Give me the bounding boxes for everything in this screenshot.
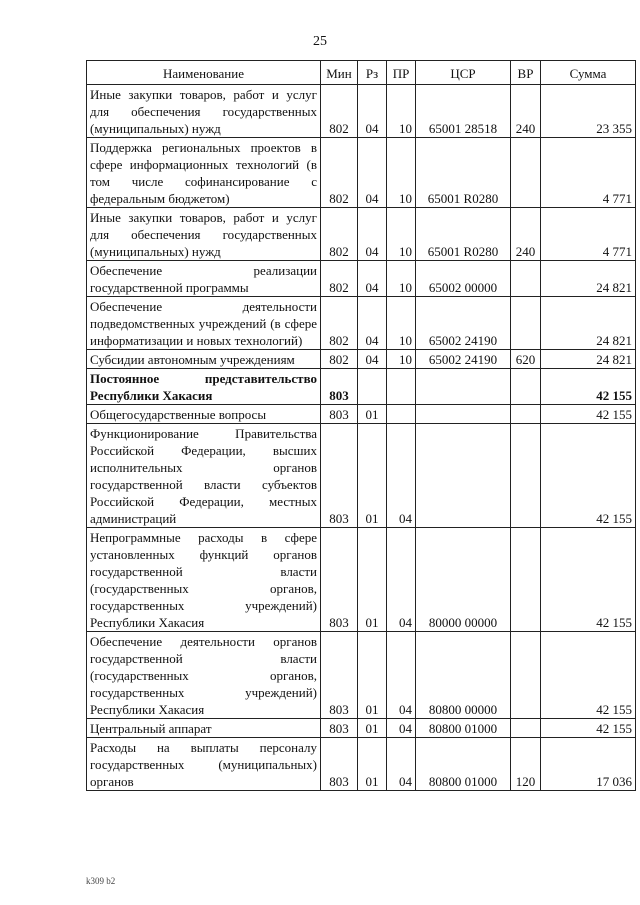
cell-sum: 24 821 (541, 261, 636, 297)
cell-name: Непрограммные расходы в сфере установленных функций органов государственной власти (государственных органов, государственных учреждений) Республики Хакасия (87, 528, 321, 632)
cell-csr: 65001 R0280 (416, 208, 511, 261)
cell-sum: 42 155 (541, 369, 636, 405)
cell-sum: 4 771 (541, 208, 636, 261)
cell-csr: 65001 R0280 (416, 138, 511, 208)
cell-pr: 10 (387, 350, 416, 369)
cell-name: Функционирование Правительства Российской Федерации, высших исполнительных органов государственной власти субъектов Российской Федерации, местных администраций (87, 424, 321, 528)
cell-csr (416, 369, 511, 405)
cell-rz: 01 (358, 405, 387, 424)
cell-vr (511, 405, 541, 424)
cell-name: Субсидии автономным учреждениям (87, 350, 321, 369)
cell-csr (416, 424, 511, 528)
cell-rz: 04 (358, 138, 387, 208)
table-row (87, 297, 636, 350)
cell-csr: 65001 28518 (416, 85, 511, 138)
budget-table (86, 60, 636, 791)
cell-name: Центральный аппарат (87, 719, 321, 738)
cell-min: 802 (321, 208, 358, 261)
cell-sum: 4 771 (541, 138, 636, 208)
table-row (87, 632, 636, 719)
cell-vr (511, 528, 541, 632)
header-pr: ПР (387, 61, 416, 85)
cell-pr: 10 (387, 138, 416, 208)
cell-pr (387, 369, 416, 405)
cell-pr: 04 (387, 632, 416, 719)
cell-sum: 42 155 (541, 528, 636, 632)
cell-rz: 01 (358, 632, 387, 719)
cell-min: 802 (321, 350, 358, 369)
cell-pr: 10 (387, 297, 416, 350)
table-row (87, 208, 636, 261)
cell-csr (416, 405, 511, 424)
cell-pr: 04 (387, 738, 416, 791)
cell-name: Иные закупки товаров, работ и услуг для обеспечения государственных (муниципальных) нужд (87, 85, 321, 138)
cell-sum: 42 155 (541, 632, 636, 719)
table-row (87, 405, 636, 424)
cell-vr: 240 (511, 85, 541, 138)
cell-min: 803 (321, 738, 358, 791)
table-row (87, 85, 636, 138)
cell-vr (511, 138, 541, 208)
cell-rz: 01 (358, 738, 387, 791)
table-header-row (87, 61, 636, 85)
table-row (87, 738, 636, 791)
cell-vr (511, 261, 541, 297)
cell-vr (511, 424, 541, 528)
cell-sum: 42 155 (541, 424, 636, 528)
cell-vr (511, 369, 541, 405)
cell-sum: 17 036 (541, 738, 636, 791)
cell-csr: 65002 00000 (416, 261, 511, 297)
cell-name: Обеспечение реализации государственной программы (87, 261, 321, 297)
header-sum: Сумма (541, 61, 636, 85)
cell-min: 803 (321, 405, 358, 424)
cell-rz: 04 (358, 261, 387, 297)
cell-min: 803 (321, 528, 358, 632)
table-row (87, 528, 636, 632)
table-row (87, 350, 636, 369)
page-number: 25 (313, 34, 327, 49)
cell-min: 802 (321, 297, 358, 350)
cell-pr: 10 (387, 208, 416, 261)
cell-min: 802 (321, 138, 358, 208)
cell-csr: 80800 01000 (416, 719, 511, 738)
footer-code: k309 b2 (86, 876, 116, 886)
cell-rz: 04 (358, 297, 387, 350)
cell-name: Постоянное представительство Республики Хакасия (87, 369, 321, 405)
cell-min: 802 (321, 261, 358, 297)
cell-pr (387, 405, 416, 424)
cell-min: 803 (321, 369, 358, 405)
header-vr: ВР (511, 61, 541, 85)
cell-pr: 04 (387, 719, 416, 738)
cell-rz: 01 (358, 424, 387, 528)
cell-sum: 24 821 (541, 350, 636, 369)
cell-sum: 42 155 (541, 719, 636, 738)
cell-name: Поддержка региональных проектов в сфере информационных технологий (в том числе софинансирование с федеральным бюджетом) (87, 138, 321, 208)
cell-csr: 80800 00000 (416, 632, 511, 719)
cell-vr: 120 (511, 738, 541, 791)
cell-rz: 04 (358, 350, 387, 369)
cell-csr: 80800 01000 (416, 738, 511, 791)
cell-min: 803 (321, 632, 358, 719)
cell-min: 803 (321, 719, 358, 738)
cell-vr: 240 (511, 208, 541, 261)
header-rz: Рз (358, 61, 387, 85)
cell-vr (511, 632, 541, 719)
cell-vr: 620 (511, 350, 541, 369)
table-row (87, 261, 636, 297)
cell-pr: 10 (387, 85, 416, 138)
cell-rz: 04 (358, 208, 387, 261)
cell-name: Расходы на выплаты персоналу государственных (муниципальных) органов (87, 738, 321, 791)
cell-csr: 80000 00000 (416, 528, 511, 632)
header-name: Наименование (87, 61, 321, 85)
cell-sum: 42 155 (541, 405, 636, 424)
cell-name: Обеспечение деятельности органов государственной власти (государственных органов, государственных учреждений) Республики Хакасия (87, 632, 321, 719)
cell-pr: 04 (387, 424, 416, 528)
cell-csr: 65002 24190 (416, 297, 511, 350)
table-row (87, 138, 636, 208)
cell-csr: 65002 24190 (416, 350, 511, 369)
table-row (87, 369, 636, 405)
cell-min: 802 (321, 85, 358, 138)
cell-name: Иные закупки товаров, работ и услуг для обеспечения государственных (муниципальных) нужд (87, 208, 321, 261)
cell-name: Обеспечение деятельности подведомственных учреждений (в сфере информатизации и новых технологий) (87, 297, 321, 350)
cell-rz: 04 (358, 85, 387, 138)
header-min: Мин (321, 61, 358, 85)
cell-name: Общегосударственные вопросы (87, 405, 321, 424)
table-row (87, 719, 636, 738)
table-row (87, 424, 636, 528)
cell-pr: 10 (387, 261, 416, 297)
header-csr: ЦСР (416, 61, 511, 85)
cell-vr (511, 297, 541, 350)
cell-vr (511, 719, 541, 738)
cell-pr: 04 (387, 528, 416, 632)
cell-sum: 24 821 (541, 297, 636, 350)
cell-min: 803 (321, 424, 358, 528)
cell-rz: 01 (358, 528, 387, 632)
cell-sum: 23 355 (541, 85, 636, 138)
cell-rz (358, 369, 387, 405)
cell-rz: 01 (358, 719, 387, 738)
